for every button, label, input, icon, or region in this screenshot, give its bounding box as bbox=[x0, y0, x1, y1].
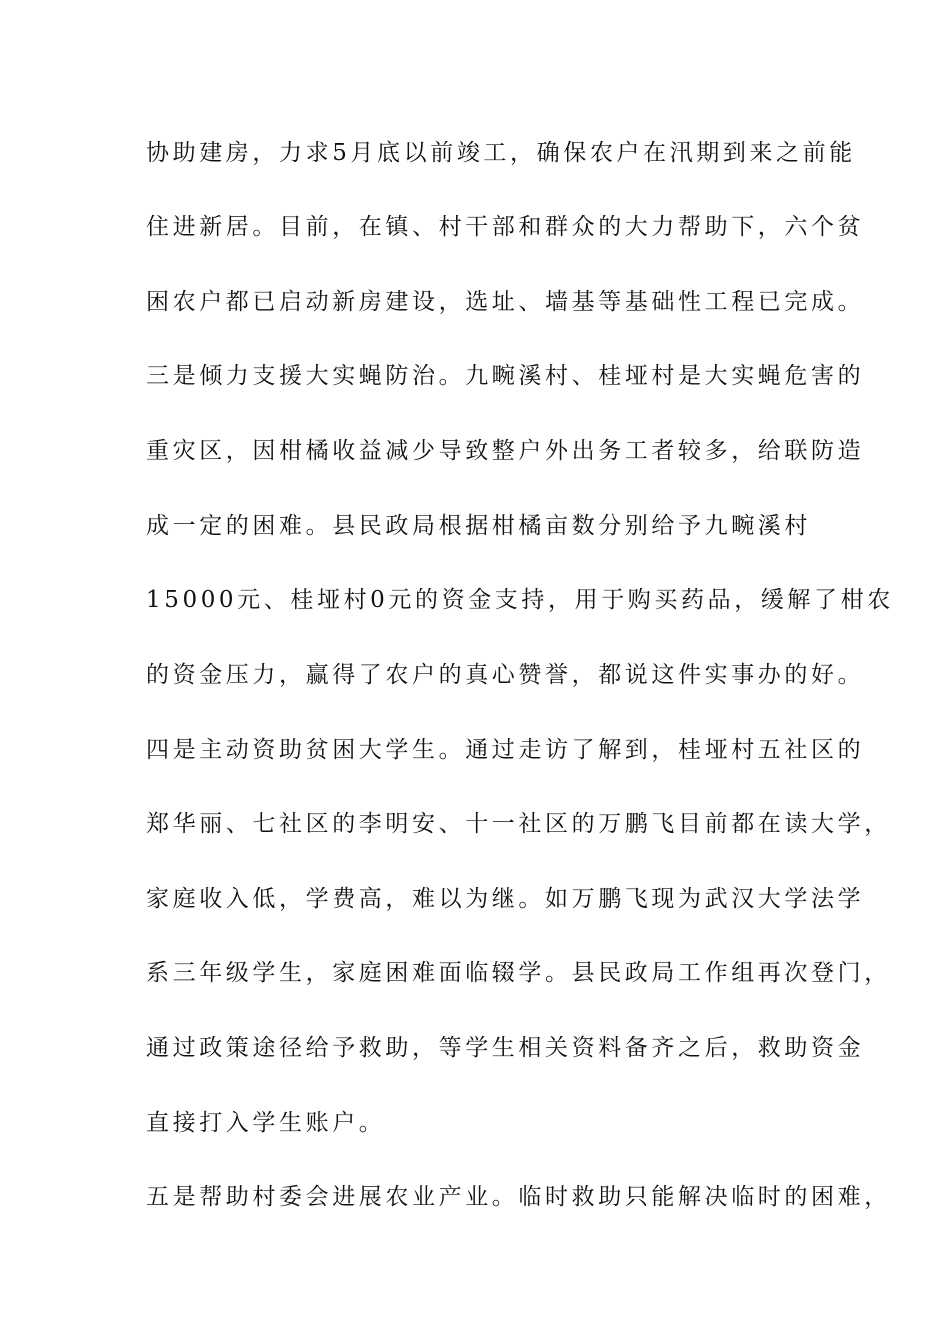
text-line: 重灾区，因柑橘收益减少导致整户外出务工者较多，给联防造 bbox=[146, 438, 865, 464]
paragraph-heading-three: 三是倾力支援大实蝇防治。九畹溪村、桂垭村是大实蝇危害的 bbox=[146, 363, 865, 389]
text-line: 成一定的困难。县民政局根据柑橘亩数分别给予九畹溪村 bbox=[146, 513, 811, 539]
text-line: 通过政策途径给予救助，等学生相关资料备齐之后，救助资金 bbox=[146, 1035, 865, 1061]
paragraph-heading-five: 五是帮助村委会进展农业产业。临时救助只能解决临时的困难， bbox=[146, 1184, 891, 1210]
text-line: 直接打入学生账户。 bbox=[146, 1110, 386, 1136]
text-line: 的资金压力，赢得了农户的真心赞誉，都说这件实事办的好。 bbox=[146, 662, 865, 688]
text-line: 15000元、桂垭村0元的资金支持，用于购买药品，缓解了柑农 bbox=[146, 587, 894, 613]
text-line: 郑华丽、七社区的李明安、十一社区的万鹏飞目前都在读大学， bbox=[146, 811, 891, 837]
text-line: 住进新居。目前，在镇、村干部和群众的大力帮助下，六个贫 bbox=[146, 214, 865, 240]
text-line: 系三年级学生，家庭困难面临辍学。县民政局工作组再次登门， bbox=[146, 960, 891, 986]
text-line: 协助建房，力求5月底以前竣工，确保农户在汛期到来之前能 bbox=[146, 140, 856, 166]
text-line: 困农户都已启动新房建设，选址、墙基等基础性工程已完成。 bbox=[146, 289, 865, 315]
text-line: 家庭收入低，学费高，难以为继。如万鹏飞现为武汉大学法学 bbox=[146, 886, 865, 912]
paragraph-heading-four: 四是主动资助贫困大学生。通过走访了解到，桂垭村五社区的 bbox=[146, 737, 865, 763]
